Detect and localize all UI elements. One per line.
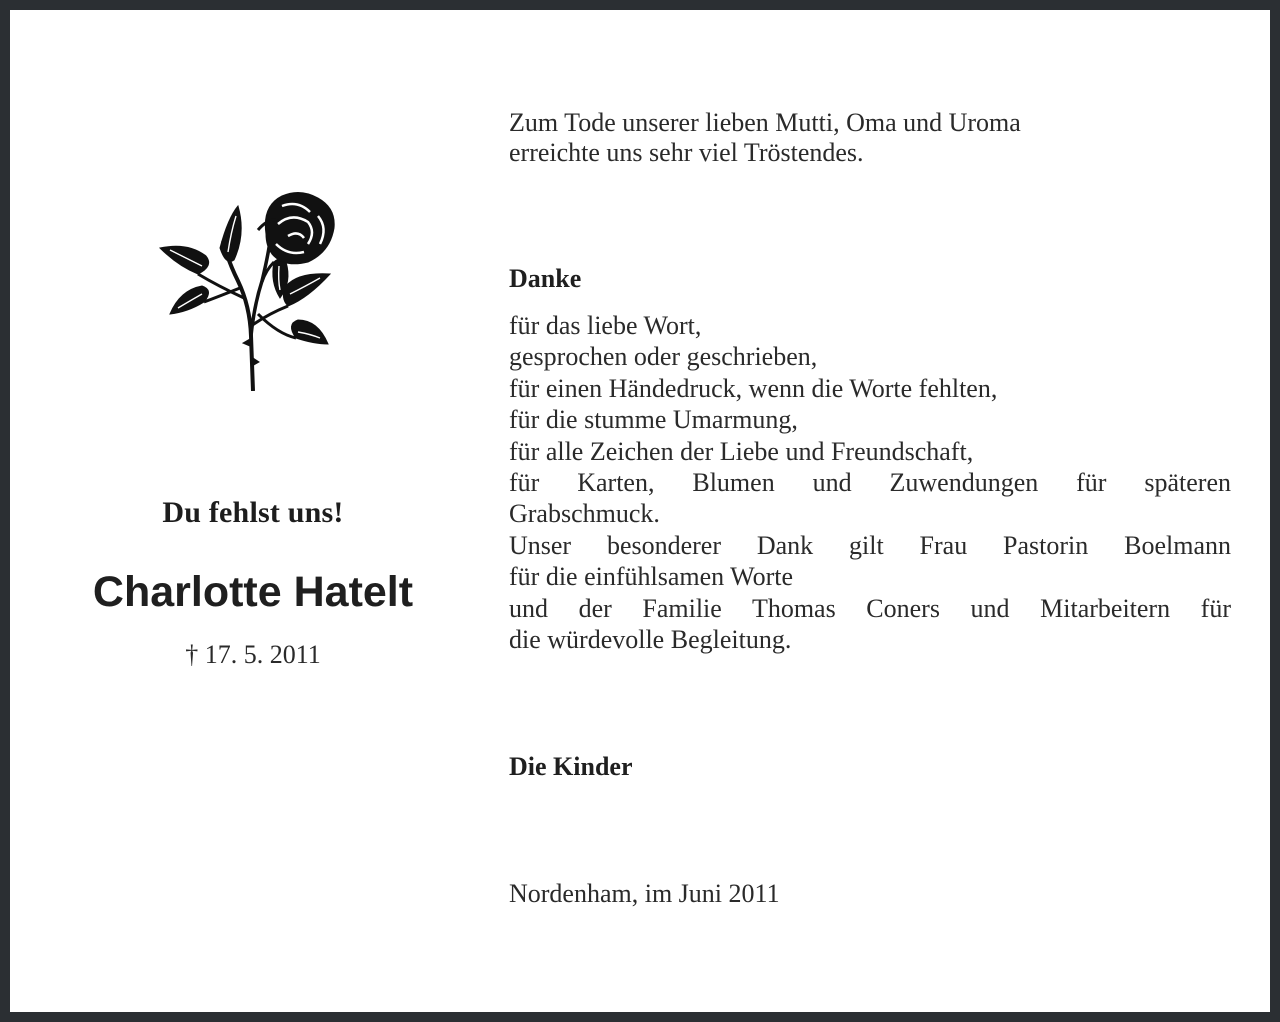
thanks-line: für einen Händedruck, wenn die Worte fehlten, bbox=[509, 373, 998, 403]
place-date: Nordenham, im Juni 2011 bbox=[509, 879, 780, 908]
thanks-line: für alle Zeichen der Liebe und Freundschaft, bbox=[509, 436, 974, 466]
deceased-name: Charlotte Hatelt bbox=[92, 568, 414, 616]
signature: Die Kinder bbox=[509, 752, 633, 781]
intro-paragraph bbox=[509, 108, 1231, 168]
thanks-line: für die stumme Umarmung, bbox=[509, 405, 798, 435]
thanks-line: für das liebe Wort, bbox=[509, 311, 702, 340]
danke-heading: Danke bbox=[509, 264, 582, 293]
thanks-line: für die einfühlsamen Worte bbox=[509, 562, 794, 592]
thanks-line: die würdevolle Begleitung. bbox=[509, 625, 792, 655]
thanks-line: und der Familie Thomas Coners und Mitarbeitern für bbox=[509, 593, 1231, 623]
motto-text: Du fehlst uns! bbox=[162, 496, 344, 529]
rose-icon bbox=[158, 186, 353, 391]
death-date: † 17. 5. 2011 bbox=[185, 640, 321, 669]
thanks-line: Unser besonderer Dank gilt Frau Pastorin Boelmann bbox=[509, 530, 1231, 560]
thanks-line: Grabschmuck. bbox=[509, 499, 660, 529]
obituary-card bbox=[10, 10, 1270, 1012]
intro-line: erreichte uns sehr viel Tröstendes. bbox=[509, 138, 864, 167]
thanks-line: gesprochen oder geschrieben, bbox=[509, 342, 818, 372]
thanks-line: für Karten, Blumen und Zuwendungen für späteren bbox=[509, 468, 1231, 498]
intro-line: Zum Tode unserer lieben Mutti, Oma und Uroma bbox=[509, 108, 1021, 137]
thanks-paragraph bbox=[509, 310, 1231, 655]
